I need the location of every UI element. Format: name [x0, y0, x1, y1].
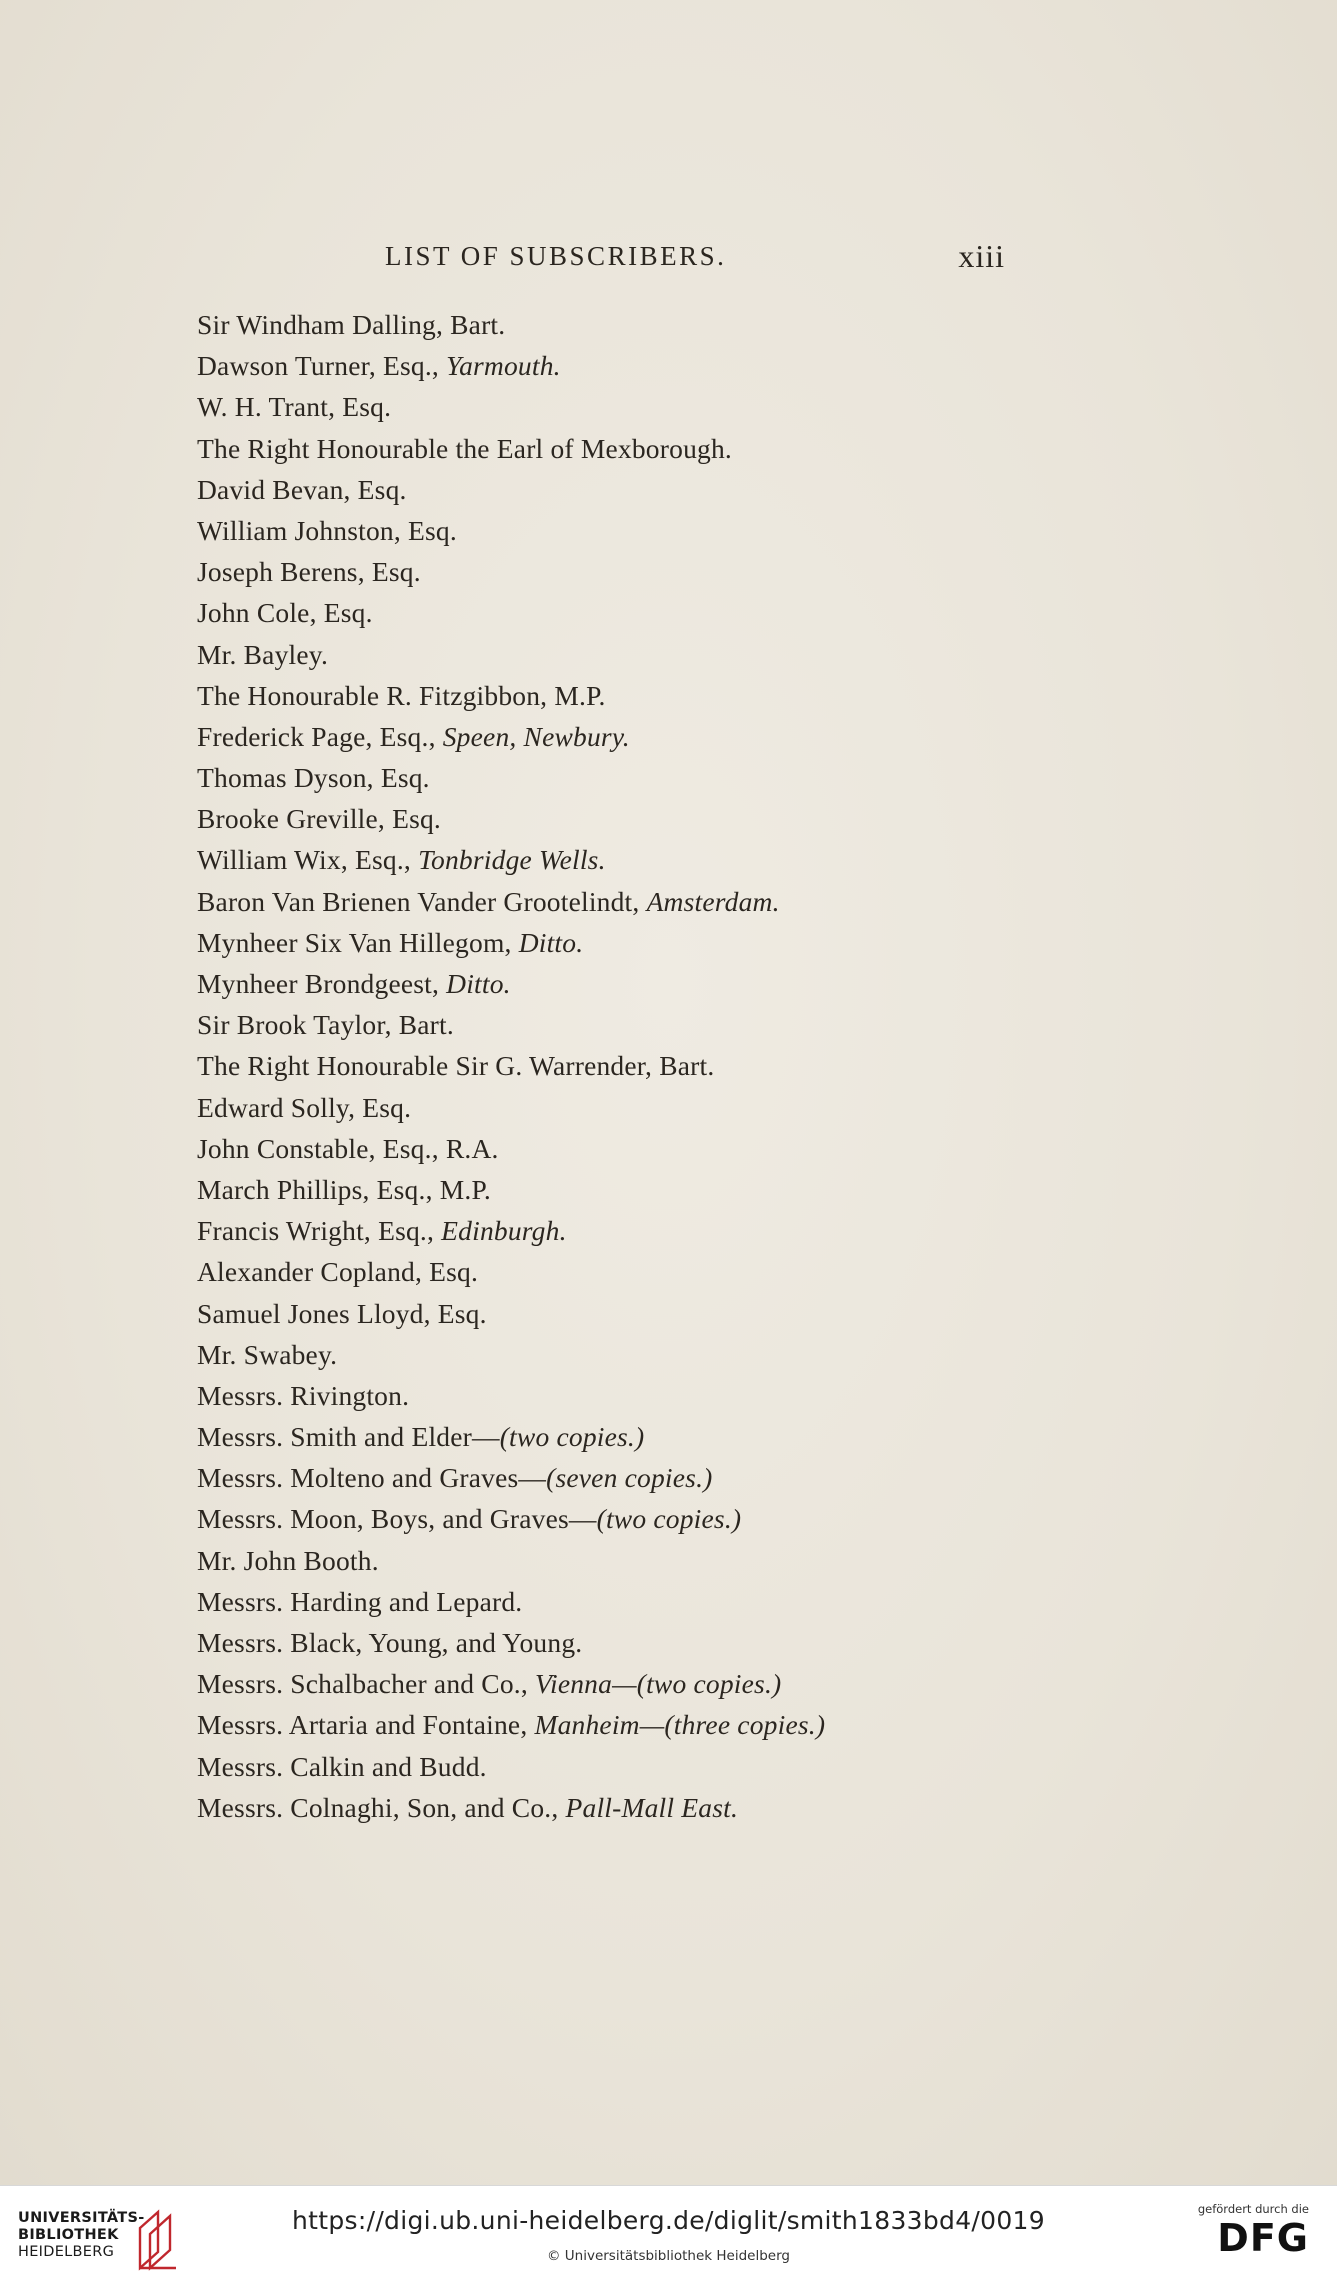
subscriber-name: Messrs. Colnaghi, Son, and Co., — [197, 1791, 566, 1823]
subscriber-entry — [197, 881, 825, 922]
subscriber-place: Tonbridge Wells. — [418, 844, 606, 876]
subscriber-place: Ditto. — [446, 968, 511, 999]
subscriber-name: Messrs. Harding and Lepard. — [197, 1585, 523, 1617]
subscriber-place: (two copies.) — [499, 1421, 645, 1453]
subscriber-place: Edinburgh. — [441, 1215, 567, 1247]
subscriber-place: Manheim—(three copies.) — [534, 1709, 826, 1741]
subscriber-entry — [197, 1004, 825, 1045]
subscriber-entry — [197, 1045, 825, 1086]
subscriber-entry — [197, 1457, 825, 1498]
subscriber-entry — [197, 1416, 825, 1457]
subscriber-place: (two copies.) — [596, 1503, 742, 1535]
subscriber-name: W. H. Trant, Esq. — [197, 391, 392, 423]
subscriber-entry — [197, 675, 825, 716]
subscriber-entry — [197, 1169, 825, 1210]
subscriber-entry — [197, 345, 825, 386]
subscriber-name: Baron Van Brienen Vander Grootelindt, — [197, 885, 647, 917]
subscriber-name: John Cole, Esq. — [197, 597, 373, 629]
subscriber-entry — [197, 922, 825, 963]
subscriber-name: Mynheer Six Van Hillegom, — [197, 926, 519, 958]
subscriber-entry — [197, 798, 825, 839]
subscriber-name: Messrs. Schalbacher and Co., — [197, 1668, 536, 1700]
subscriber-entry — [197, 1087, 825, 1128]
subscriber-name: Thomas Dyson, Esq. — [197, 762, 430, 794]
page-heading: LIST OF SUBSCRIBERS. — [385, 241, 727, 271]
subscriber-name: Francis Wright, Esq., — [197, 1215, 442, 1247]
subscriber-entry — [197, 551, 825, 592]
subscriber-entry — [197, 1251, 825, 1292]
subscriber-entry — [197, 1540, 825, 1581]
subscriber-entry — [197, 1581, 825, 1622]
subscriber-entry — [197, 757, 825, 798]
subscriber-entry — [197, 1293, 825, 1334]
subscriber-entry — [197, 716, 825, 757]
subscriber-name: Mr. Swabey. — [197, 1338, 338, 1370]
subscriber-name: Sir Windham Dalling, Bart. — [197, 309, 506, 340]
subscriber-name: Sir Brook Taylor, Bart. — [197, 1009, 454, 1041]
subscriber-name: Messrs. Rivington. — [197, 1379, 410, 1411]
subscriber-place: Speen, Newbury. — [442, 720, 630, 752]
funding-note: gefördert durch die — [1197, 2202, 1309, 2216]
subscriber-name: Joseph Berens, Esq. — [197, 556, 421, 588]
subscriber-entry — [197, 963, 825, 1004]
subscriber-entry — [197, 1334, 825, 1375]
subscriber-entry — [197, 1375, 825, 1416]
dfg-logo[interactable] — [1189, 2202, 1309, 2272]
subscriber-name: Frederick Page, Esq., — [197, 720, 443, 752]
subscriber-name: Messrs. Artaria and Fontaine, — [197, 1709, 535, 1741]
subscriber-name: Samuel Jones Lloyd, Esq. — [197, 1297, 487, 1329]
subscriber-entry — [197, 1746, 825, 1787]
subscriber-entry — [197, 839, 825, 880]
subscriber-entry — [197, 1210, 825, 1251]
subscriber-name: Messrs. Smith and Elder— — [197, 1421, 500, 1453]
subscriber-entry — [197, 592, 825, 633]
subscriber-name: The Right Honourable Sir G. Warrender, Bart. — [197, 1050, 715, 1082]
subscriber-name: David Bevan, Esq. — [197, 473, 407, 505]
subscriber-entry — [197, 634, 825, 675]
subscriber-name: John Constable, Esq., R.A. — [197, 1132, 499, 1164]
subscriber-name: Edward Solly, Esq. — [197, 1091, 412, 1123]
subscriber-place: Pall-Mall East. — [565, 1791, 739, 1823]
subscriber-name: William Wix, Esq., — [197, 844, 419, 876]
subscriber-entry — [197, 469, 825, 510]
subscriber-entry — [197, 1787, 825, 1828]
subscriber-entry — [197, 1622, 825, 1663]
subscriber-name: Messrs. Molteno and Graves— — [197, 1462, 547, 1494]
subscriber-entry — [197, 1704, 825, 1745]
viewer-footer — [0, 2185, 1337, 2283]
page-number: xiii — [958, 238, 1005, 274]
subscriber-name: Dawson Turner, Esq., — [197, 350, 447, 382]
subscriber-name: Mr. John Booth. — [197, 1544, 379, 1576]
subscriber-name: Messrs. Calkin and Budd. — [197, 1750, 487, 1782]
subscriber-entry — [197, 1498, 825, 1539]
running-header — [385, 236, 1005, 276]
subscriber-place: Ditto. — [518, 926, 584, 958]
subscriber-place: Vienna—(two copies.) — [535, 1668, 782, 1700]
funder-wordmark: DFG — [1217, 2216, 1309, 2260]
subscriber-name: Alexander Copland, Esq. — [197, 1256, 479, 1288]
subscriber-name: Messrs. Moon, Boys, and Graves— — [197, 1503, 597, 1535]
subscriber-name: March Phillips, Esq., M.P. — [197, 1173, 491, 1205]
subscriber-place: Yarmouth. — [446, 350, 561, 382]
subscriber-place: (seven copies.) — [546, 1462, 713, 1494]
subscriber-entry — [197, 386, 825, 427]
subscriber-place: Amsterdam. — [646, 885, 780, 917]
subscriber-list — [197, 304, 825, 1828]
library-name: UNIVERSITÄTS- BIBLIOTHEK HEIDELBERG — [18, 2210, 145, 2260]
subscriber-name: William Johnston, Esq. — [197, 514, 457, 546]
subscriber-name: The Right Honourable the Earl of Mexborough. — [197, 432, 732, 464]
subscriber-entry — [197, 304, 825, 345]
subscriber-name: Mr. Bayley. — [197, 638, 329, 670]
subscriber-name: Mynheer Brondgeest, — [197, 968, 447, 999]
copyright-notice: © Universitätsbibliothek Heidelberg — [546, 2248, 790, 2264]
subscriber-entry — [197, 1128, 825, 1169]
subscriber-name: Brooke Greville, Esq. — [197, 803, 442, 835]
subscriber-name: Messrs. Black, Young, and Young. — [197, 1627, 583, 1658]
subscriber-entry — [197, 1663, 825, 1704]
permalink-url[interactable]: https://digi.ub.uni-heidelberg.de/diglit/smith1833bd4/0019 — [292, 2206, 1045, 2235]
subscriber-entry — [197, 510, 825, 551]
subscriber-name: The Honourable R. Fitzgibbon, M.P. — [197, 679, 606, 711]
subscriber-entry — [197, 428, 825, 469]
